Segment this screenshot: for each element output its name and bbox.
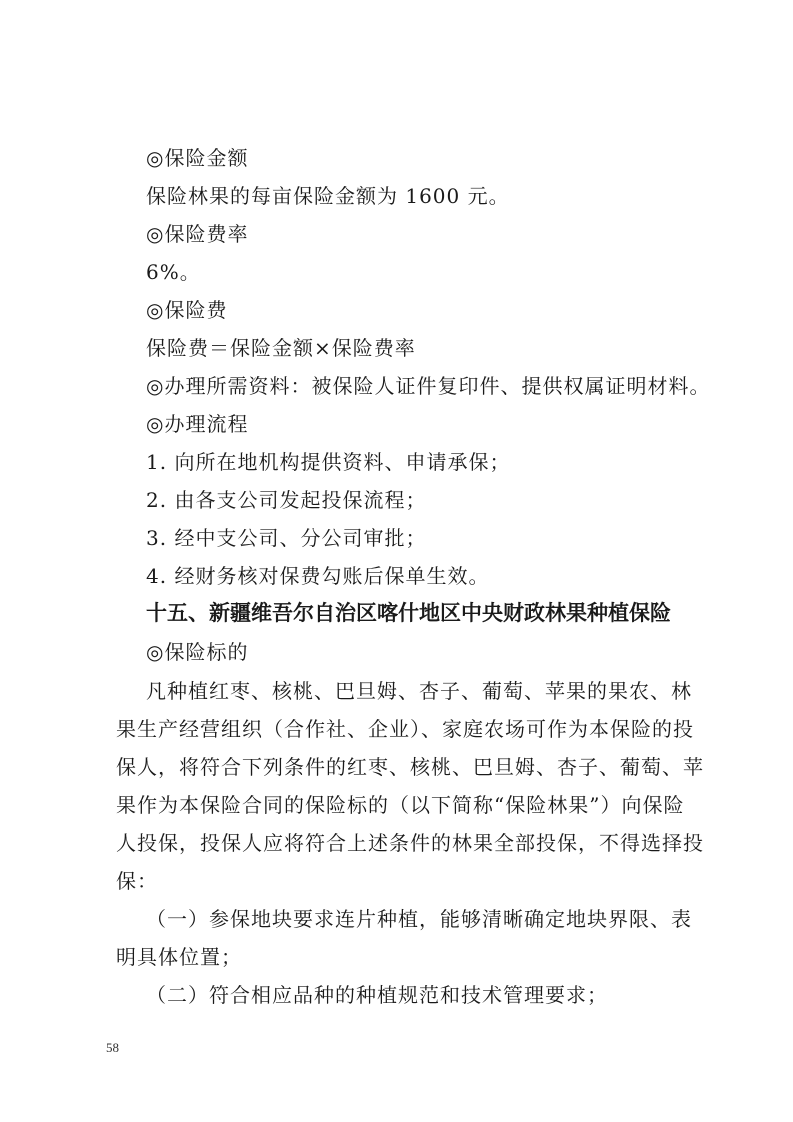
text-premium-formula: 保险费＝保险金额×保险费率 — [146, 336, 416, 360]
process-step-2: 2. 由各支公司发起投保流程； — [146, 488, 427, 512]
paragraph-line: 保： — [116, 869, 158, 893]
heading-premium-rate: ◎保险费率 — [146, 222, 249, 246]
paragraph-line: 保人，将符合下列条件的红枣、核桃、巴旦姆、杏子、葡萄、苹 — [116, 755, 704, 779]
condition-item-2: （二）符合相应品种的种植规范和技术管理要求； — [146, 983, 608, 1007]
heading-process: ◎办理流程 — [146, 412, 249, 436]
condition-item-1-cont: 明具体位置； — [116, 945, 242, 969]
process-step-3: 3. 经中支公司、分公司审批； — [146, 526, 427, 550]
paragraph-line: 果生产经营组织（合作社、企业）、家庭农场可作为本保险的投 — [116, 717, 694, 741]
paragraph-line: 果作为本保险合同的保险标的（以下简称“保险林果”）向保险 — [116, 793, 685, 817]
heading-insured-subject: ◎保险标的 — [146, 640, 249, 664]
section-heading: 十五、新疆维吾尔自治区喀什地区中央财政林果种植保险 — [146, 601, 671, 625]
heading-insured-amount: ◎保险金额 — [146, 146, 249, 170]
process-step-4: 4. 经财务核对保费勾账后保单生效。 — [146, 564, 490, 588]
process-step-1: 1. 向所在地机构提供资料、申请承保； — [146, 450, 511, 474]
condition-item-1: （一）参保地块要求连片种植，能够清晰确定地块界限、表 — [146, 907, 692, 931]
text-insured-amount: 保险林果的每亩保险金额为 1600 元。 — [146, 184, 510, 208]
paragraph-line: 凡种植红枣、核桃、巴旦姆、杏子、葡萄、苹果的果农、林 — [146, 679, 692, 703]
page-number: 58 — [106, 1040, 119, 1055]
paragraph-line: 人投保，投保人应将符合上述条件的林果全部投保，不得选择投 — [116, 831, 704, 855]
text-required-materials: ◎办理所需资料：被保险人证件复印件、提供权属证明材料。 — [146, 374, 711, 398]
heading-premium: ◎保险费 — [146, 298, 228, 322]
text-premium-rate: 6%。 — [146, 260, 201, 284]
